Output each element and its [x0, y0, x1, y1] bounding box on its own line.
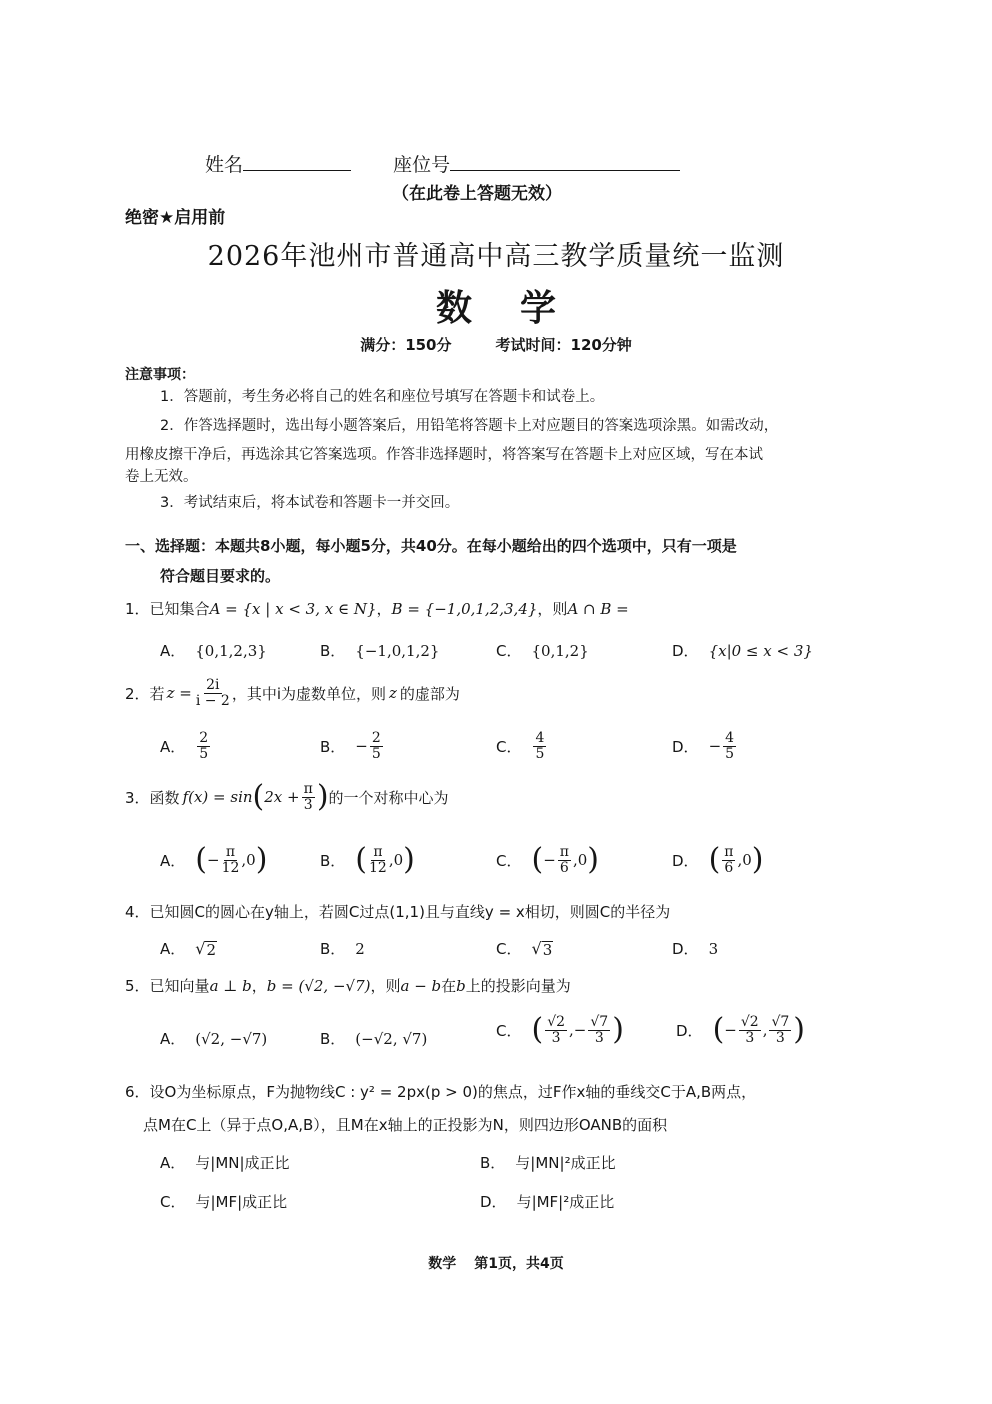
- sign: −: [543, 851, 556, 870]
- sqrt: [195, 939, 217, 959]
- q6-option-b[interactable]: [480, 1152, 616, 1173]
- full-score: 满分：150分: [360, 336, 452, 354]
- tail: ,0: [388, 851, 404, 870]
- option-value: {−1,0,1,2}: [355, 641, 440, 660]
- option-value: {x|0 ≤ x < 3}: [708, 641, 813, 660]
- option-label: C．: [160, 1193, 186, 1211]
- fraction-numerator: √7: [590, 1014, 609, 1030]
- q5-option-c[interactable]: [496, 1012, 624, 1048]
- option-label: A．: [160, 1030, 186, 1048]
- option-label: A．: [160, 737, 186, 756]
- q4-option-a[interactable]: [160, 938, 217, 959]
- question-number: 5．: [125, 977, 150, 995]
- fraction-numerator: √2: [740, 1014, 759, 1030]
- vector-b-ref: b: [456, 977, 466, 995]
- option-label: D．: [672, 851, 699, 870]
- sign: −: [708, 737, 722, 756]
- paren-right: ): [587, 842, 600, 878]
- sqrt: [531, 939, 553, 959]
- fraction-denominator: 3: [303, 796, 313, 813]
- invalid-note: （在此卷上答题无效）: [392, 184, 562, 204]
- option-label: B．: [480, 1154, 506, 1172]
- paren-left: (: [708, 842, 721, 878]
- fraction-denominator: 12: [221, 859, 240, 876]
- q6-option-c[interactable]: [160, 1191, 287, 1212]
- option-label: C．: [496, 940, 522, 958]
- radical-sign: √: [531, 938, 542, 958]
- fraction: [197, 731, 210, 761]
- paren-left: (: [712, 1012, 725, 1048]
- fraction-denominator: 3: [745, 1029, 755, 1046]
- question-text: 若: [149, 684, 165, 703]
- fraction-denominator: 5: [371, 745, 381, 762]
- fraction-numerator: π: [373, 844, 383, 860]
- option-label: B．: [320, 940, 346, 958]
- question-6-cont: 点M在C上（异于点O,A,B），且M在x轴上的正投影为N，则四边形OANB的面积: [143, 1116, 668, 1134]
- name-seat-row: [205, 150, 680, 177]
- fraction-numerator: π: [303, 781, 313, 797]
- fraction-numerator: π: [559, 844, 569, 860]
- tail: ,0: [737, 851, 752, 870]
- paren-left: (: [531, 1012, 544, 1048]
- option-label: A．: [160, 940, 186, 958]
- option-label: C．: [496, 737, 522, 756]
- option-value: 2: [355, 939, 365, 958]
- question-text: 的虚部为: [399, 684, 460, 703]
- sign: −: [206, 851, 220, 870]
- option-value: {0,1,2,3}: [195, 641, 267, 660]
- fraction-denominator: 6: [559, 859, 569, 876]
- fraction: [722, 845, 735, 875]
- note-item-2c: 卷上无效。: [125, 469, 198, 485]
- q2-option-d[interactable]: [672, 731, 738, 761]
- question-text: ，其中i为虚数单位，则: [231, 684, 386, 703]
- question-2: [125, 678, 460, 708]
- option-value: 3: [708, 939, 719, 958]
- notes-heading: 注意事项：: [125, 367, 195, 383]
- question-number: 1．: [125, 600, 150, 618]
- fraction-denominator: 3: [551, 1029, 561, 1046]
- q5-option-b[interactable]: [320, 1028, 427, 1049]
- fraction: [558, 845, 571, 875]
- q3-option-b[interactable]: [320, 842, 415, 878]
- question-number: 6．: [125, 1083, 150, 1101]
- question-text: 的一个对称中心为: [328, 788, 449, 807]
- fraction: [369, 845, 387, 875]
- option-value: {0,1,2}: [531, 641, 589, 660]
- fraction-numerator: √7: [771, 1014, 790, 1030]
- q4-option-d[interactable]: [672, 938, 718, 959]
- variable: z: [389, 684, 397, 703]
- set-a: A = {x | x < 3, x ∈ N}: [209, 600, 377, 618]
- q1-option-a[interactable]: [160, 640, 267, 661]
- q4-option-c[interactable]: [496, 938, 553, 959]
- separator: ，: [376, 600, 392, 618]
- option-value: 与|MF|²成正比: [516, 1193, 615, 1211]
- option-label: B．: [320, 851, 346, 870]
- fraction-numerator: 2: [199, 730, 209, 746]
- vector-difference: a − b: [400, 977, 442, 995]
- question-text: ，则: [370, 977, 401, 995]
- fraction: [769, 1015, 791, 1045]
- intersection-expr: A ∩ B =: [567, 600, 629, 618]
- fraction-denominator: 5: [725, 745, 735, 762]
- option-label: A．: [160, 1154, 186, 1172]
- confidential-mark: 绝密★启用前: [125, 208, 226, 228]
- question-text: 在: [441, 977, 457, 995]
- separator: ，: [251, 977, 267, 995]
- note-item-2a: 2．作答选择题时，选出每小题答案后，用铅笔将答题卡上对应题目的答案选项涂黑。如需改动，: [160, 418, 779, 434]
- fraction-numerator: 2i: [206, 677, 220, 693]
- q3-option-a[interactable]: [160, 842, 268, 878]
- page-footer: [0, 1253, 992, 1273]
- q3-option-d[interactable]: [672, 842, 764, 878]
- question-text: 上的投影向量为: [465, 977, 571, 995]
- q2-option-c[interactable]: [496, 731, 548, 761]
- q5-option-a[interactable]: [160, 1028, 267, 1049]
- seat-label: 座位号: [393, 154, 451, 176]
- option-label: B．: [320, 642, 346, 660]
- fraction-denominator: 3: [594, 1029, 604, 1046]
- fraction: [222, 845, 240, 875]
- lhs: z =: [166, 684, 192, 703]
- option-label: A．: [160, 642, 186, 660]
- option-value: (√2, −√7): [195, 1029, 268, 1048]
- fraction: [545, 1015, 567, 1045]
- fraction: [739, 1015, 761, 1045]
- question-3: [125, 779, 449, 815]
- q1-option-d[interactable]: [672, 640, 813, 661]
- paren-right: ): [793, 1012, 806, 1048]
- question-text: 已知圆C的圆心在y轴上，若圆C过点(1,1)且与直线y = x相切，则圆C的半径为: [149, 903, 671, 921]
- q2-option-b[interactable]: [320, 731, 385, 761]
- fraction: [588, 1015, 610, 1045]
- option-label: D．: [480, 1193, 507, 1211]
- fraction: [370, 731, 383, 761]
- note-item-3: 3．考试结束后，将本试卷和答题卡一并交回。: [160, 495, 460, 511]
- question-text: 已知向量: [149, 977, 210, 995]
- separator: ,: [762, 1021, 768, 1040]
- exam-subject: 数学: [435, 287, 604, 329]
- function-expr: f(x) = sin: [182, 788, 253, 807]
- section-heading: 一、选择题：本题共8小题，每小题5分，共40分。在每小题给出的四个选项中，只有一项是: [125, 537, 737, 555]
- q6-option-d[interactable]: [480, 1191, 614, 1212]
- paren-right: ): [255, 842, 268, 878]
- q2-option-a[interactable]: [160, 731, 212, 761]
- q6-option-a[interactable]: [160, 1152, 290, 1173]
- q5-option-d[interactable]: [676, 1012, 806, 1048]
- perp-expr: a ⊥ b: [209, 977, 252, 995]
- question-number: 2．: [125, 684, 150, 703]
- paren-right: ): [751, 842, 764, 878]
- separator: ,−: [569, 1021, 587, 1040]
- paren-left: (: [531, 842, 544, 878]
- option-label: B．: [320, 737, 346, 756]
- time-limit: 考试时间：120分钟: [495, 336, 632, 354]
- name-label: 姓名: [205, 154, 244, 176]
- question-text: 设O为坐标原点，F为抛物线C : y² = 2px(p > 0)的焦点，过F作x轴的垂线交C于A,B两点，: [149, 1083, 757, 1101]
- footer-page-number: 第1页，共4页: [474, 1256, 564, 1272]
- question-5: [125, 975, 571, 996]
- question-number: 4．: [125, 903, 150, 921]
- question-text: 函数: [149, 788, 180, 807]
- footer-subject: 数学: [428, 1256, 457, 1272]
- option-label: D．: [672, 642, 699, 660]
- section-heading-cont: 符合题目要求的。: [160, 567, 281, 585]
- option-label: C．: [496, 851, 522, 870]
- fraction-denominator: 5: [535, 745, 545, 762]
- q4-option-b[interactable]: [320, 938, 365, 959]
- fraction-numerator: 4: [725, 730, 735, 746]
- question-text: 已知集合: [149, 600, 210, 618]
- q1-option-c[interactable]: [496, 640, 589, 661]
- fraction-numerator: 4: [535, 730, 545, 746]
- paren-right: ): [316, 779, 329, 815]
- fraction-denominator: 3: [775, 1029, 785, 1046]
- sign: −: [355, 737, 368, 756]
- fraction-denominator: i − 2: [195, 692, 230, 709]
- note-item-1: 1．答题前，考生务必将自己的姓名和座位号填写在答题卡和试卷上。: [160, 389, 605, 405]
- option-label: C．: [496, 642, 522, 660]
- paren-left: (: [195, 842, 207, 878]
- question-number: 3．: [125, 788, 150, 807]
- q3-option-c[interactable]: [496, 842, 600, 878]
- fraction: [196, 678, 230, 708]
- option-value: 与|MN|²成正比: [515, 1154, 616, 1172]
- exam-meta: [0, 334, 992, 355]
- question-6: [125, 1081, 756, 1102]
- radical-sign: √: [195, 938, 206, 958]
- paren-right: ): [612, 1012, 624, 1048]
- radicand: 3: [542, 940, 553, 959]
- question-text: ，则: [537, 600, 568, 618]
- fraction-numerator: 2: [371, 730, 381, 746]
- tail: ,0: [241, 851, 256, 870]
- paren-left: (: [355, 842, 368, 878]
- option-label: D．: [676, 1021, 703, 1040]
- fraction-numerator: π: [724, 844, 734, 860]
- option-value: 与|MF|成正比: [195, 1193, 288, 1211]
- option-label: B．: [320, 1030, 346, 1048]
- paren-left: (: [252, 779, 265, 815]
- sign: −: [724, 1021, 737, 1040]
- paren-right: ): [403, 842, 415, 878]
- q1-option-b[interactable]: [320, 640, 439, 661]
- vector-b: b = (√2, −√7): [266, 977, 371, 995]
- exam-title: 2026年池州市普通高中高三教学质量统一监测: [207, 241, 785, 272]
- name-blank[interactable]: [243, 152, 351, 171]
- fraction-denominator: 12: [369, 859, 387, 876]
- fraction: [533, 731, 546, 761]
- note-item-2b: 用橡皮擦干净后，再选涂其它答案选项。作答非选择题时，将答案写在答题卡上对应区域，写在本试: [125, 447, 763, 463]
- fraction: [302, 782, 315, 812]
- fraction-denominator: 5: [199, 745, 209, 762]
- fraction-numerator: π: [225, 844, 236, 860]
- inner-expr: 2x +: [264, 788, 300, 807]
- option-value: (−√2, √7): [355, 1029, 428, 1048]
- fraction-denominator: 6: [724, 859, 734, 876]
- option-label: D．: [672, 737, 699, 756]
- option-label: D．: [672, 940, 699, 958]
- option-value: 与|MN|成正比: [195, 1154, 290, 1172]
- fraction: [723, 731, 736, 761]
- set-b: B = {−1,0,1,2,3,4}: [391, 600, 538, 618]
- radicand: 2: [206, 940, 217, 959]
- question-1: [125, 598, 629, 619]
- option-label: C．: [496, 1021, 522, 1040]
- seat-blank[interactable]: [450, 152, 680, 171]
- fraction-numerator: √2: [547, 1014, 566, 1030]
- tail: ,0: [572, 851, 588, 870]
- option-label: A．: [160, 851, 186, 870]
- question-4: [125, 901, 670, 922]
